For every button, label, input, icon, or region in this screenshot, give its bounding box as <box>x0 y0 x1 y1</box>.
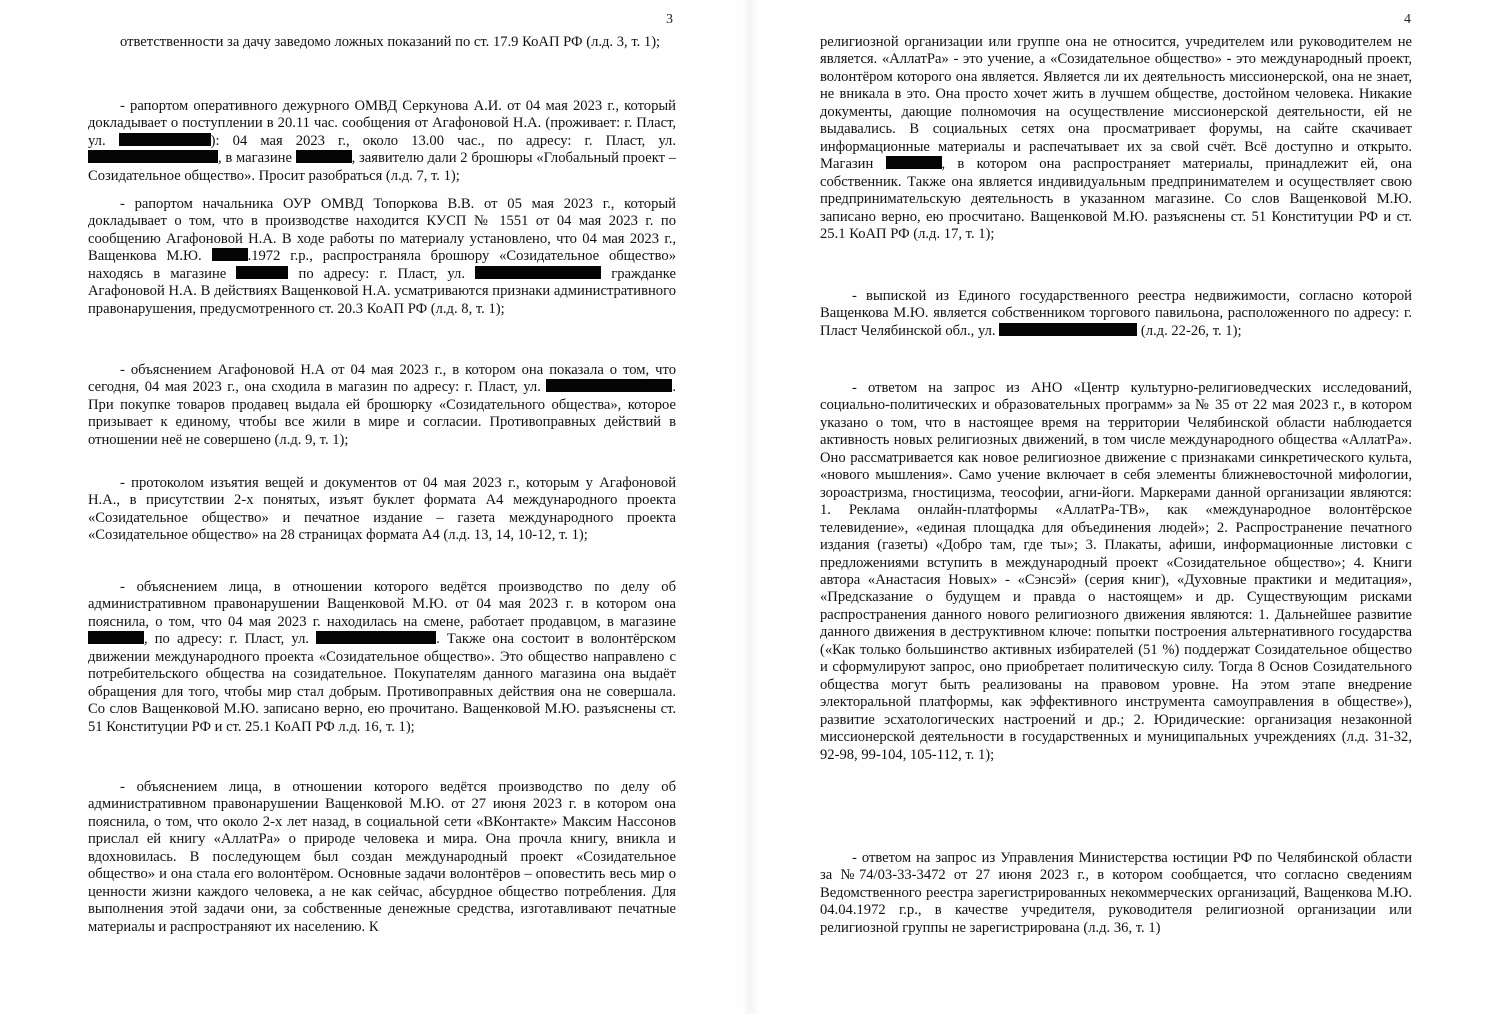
redaction-bar <box>886 156 942 169</box>
text-run: - рапортом начальника ОУР ОМВД Топоркова В.В. от 05 мая 2023 г., который докладывает о том, что в производстве находится КУСП № 1551 от 04 мая 2023 г. по сообщению Агафоновой Н.А. В ходе работы по материалу установлено, что 04 мая 2023 г., Ващенкова М.Ю. <box>88 196 676 265</box>
redaction-bar <box>236 266 288 279</box>
paragraph-registry-extract <box>820 288 1412 340</box>
paragraph-ano-response <box>820 380 1412 764</box>
text-run: (л.д. 22-26, т. 1); <box>1137 322 1242 339</box>
paragraph-seizure-protocol <box>88 475 676 545</box>
redaction-bar <box>88 150 218 163</box>
paragraph-explanation-continued <box>820 34 1412 243</box>
text-run: религиозной организации или группе она не относится, учредителем или руководителем не является. «АллатРа» - это учение, а «Созидательное общество» - это международный проект, волонтёром которого она является. Является ли их деятельность миссионерской, она не знает, не вникала в это. Она просто хочет жить в лучшем обществе, достойном человека. Никакие документы, дающие полномочия на осуществление миссионерской деятельности, ей не выдавались. В социальных сетях она просматривает форумы, на сайте скачивает информационные материалы и распечатывает их за свой счёт. Всё доступно и открыто. Магазин <box>820 34 1412 173</box>
paragraph-continuation <box>88 34 676 51</box>
text-run: - выпиской из Единого государственного реестра недвижимости, согласно которой Ващенкова М.Ю. является собственником торгового павильона, расположенного по адресу: г. Пласт Челябинской обл., ул. <box>820 288 1412 339</box>
text-run: гражданке Агафоновой Н.А. В действиях Ващенковой Н.А. усматриваются признаки административного правонарушения, предусмотренного ст. 20.3 КоАП РФ (л.д. 8, т. 1); <box>88 265 677 317</box>
redaction-bar <box>296 150 352 163</box>
text-run: ответственности за дачу заведомо ложных показаний по ст. 17.9 КоАП РФ (л.д. 3, т. 1); <box>120 34 661 50</box>
text-run: - объяснением Агафоновой Н.А от 04 мая 2023 г., в котором она показала о том, что сегодня, 04 мая 2023 г., она сходила в магазин по адресу: г. Пласт, ул. <box>88 362 676 396</box>
redaction-bar <box>999 323 1137 336</box>
text-run: - объяснением лица, в отношении которого ведётся производство по делу об административном правонарушении Ващенковой М.Ю. от 04 мая 2023 г. в котором она пояснила, о том, что 04 мая 2023 г. находилась на смене, работает продавцом, в магазине <box>88 579 676 630</box>
text-run: - объяснением лица, в отношении которого ведётся производство по делу об административном правонарушении Ващенковой М.Ю. от 27 июня 2023 г. в котором она пояснила, о том, что около 2-х лет назад, в социальной сети «ВКонтакте» Максим Нассонов прислал ей книгу «АллатРа» о природе человека и мира. Она прочла книгу, вникла и вдохновилась. В последующем был создан международный проект «Созидательное общество» и она стала его волонтёром. Основные задачи волонтёров – оповестить весь мир о ценности жизни каждого человека, а не как сейчас, абсурдное общество потребления. Для выполнения этой задачи они, за собственные денежные средства, изготавливают печатные материалы и распространяют их населению. К <box>88 779 676 935</box>
paragraph-explanation-june <box>88 779 676 936</box>
text-run: ): 04 мая 2023 г., около 13.00 час., по адресу: г. Пласт, ул. <box>210 132 676 149</box>
redaction-bar <box>119 133 211 146</box>
text-run: . При покупке товаров продавец выдала ей брошюрку «Созидательного общества», которое призывает к единому, чтобы все жили в мире и согласии. Противоправных действий в отношении неё не совершено (л.д. 9, т. 1); <box>88 379 676 448</box>
redaction-bar <box>316 631 436 644</box>
text-run: .1972 г.р., распространяла брошюру «Созидательное общество» находясь в магазине <box>88 248 676 282</box>
paragraph-witness-explanation <box>88 362 676 449</box>
paragraph-explanation-may <box>88 579 676 736</box>
text-run: по адресу: г. Пласт, ул. <box>288 265 476 282</box>
text-run: . Также она состоит в волонтёрском движении международного проекта «Созидательное общество». Это общество направлено с потребительского общества на созидательное. Покупателям данного магазина она выдаёт обращения для того, чтобы мир стал добрым. Противоправных действия она не совершала. Со слов Ващенковой М.Ю. записано верно, ею прочитано. Ващенковой М.Ю. разъяснены ст. 51 Конституции РФ и ст. 25.1 КоАП РФ л.д. 16, т. 1); <box>88 631 676 735</box>
paragraph-chief-report <box>88 196 676 318</box>
text-run: , в котором она распространяет материалы, принадлежит ей, она собственник. Также она является индивидуальным предпринимателем и осуществляет свою предпринимательскую деятельность в указанном магазине. Со слов Ващенковой М.Ю. записано верно, ею просчитано. Ващенковой М.Ю. разъяснены ст. 51 Конституции РФ и ст. 25.1 КоАП РФ (л.д. 17, т. 1); <box>820 156 1412 242</box>
text-run: - ответом на запрос из Управления Министерства юстиции РФ по Челябинской области за №74/03-33-3472 от 27 июня 2023 г., в котором сообщается, что согласно сведениям Ведомственного реестра зарегистрированных некоммерческих организаций, Ващенкова М.Ю. 04.04.1972 г.р., в качестве учредителя, руководителя религиозной организации или религиозной группы не зарегистрирована (л.д. 36, т. 1) <box>820 850 1412 936</box>
paragraph-dispatcher-report <box>88 98 676 185</box>
text-run: - рапортом оперативного дежурного ОМВД Серкунова А.И. от 04 мая 2023 г., который докладывает о поступлении в 20.11 час. сообщения от Агафоновой Н.А. (проживает: г. Пласт, ул. <box>88 98 676 149</box>
redaction-bar <box>475 266 601 279</box>
page-number: 4 <box>1404 12 1411 27</box>
paragraph-ministry-response <box>820 850 1412 937</box>
text-run: , заявителю дали 2 брошюры «Глобальный проект – Созидательное общество». Просит разобраться (л.д. 7, т. 1); <box>88 150 676 184</box>
text-run: - ответом на запрос из АНО «Центр культурно-религиоведческих исследований, социально-политических и образовательных программ» за № 35 от 22 мая 2023 г., в котором указано о том, что в настоящее время на территории Челябинской области наблюдается активность новых религиозных движений, в том числе международного общества «АллатРа». Оно рассматривается как новое религиозное движение с признаками синкретического культа, «нового мышления». Само учение включает в себя элементы ближневосточной мифологии, зороастризма, гностицизма, теософии, агни-йоги. Маркерами данной организации являются: 1. Реклама онлайн-платформы «АллатРа-ТВ», как «международное волонтёрское телевидение», «единая площадка для объединения людей»; 2. Распространение печатного издания (газеты) «Добро там, где ты»; 3. Плакаты, афиши, информационные листовки с предложениями вступить в международный проект «Созидательное общество»; 4. Книги автора «Анастасия Новых» - «Сэнсэй» (серия книг), «Духовные практики и медитация», «Предсказание о будущем и правда о настоящем» и др. Существующим рисками распространения данного нового религиозного движения являются: 1. Дальнейшее развитие данного движения в деструктивном ключе: попытки построения альтернативного государства («Как только большинство активных избирателей (51 %) поддержат Созидательное общество и сформулируют запрос, оно приобретает политическую силу. Тогда 8 Основ Созидательного общества могут быть реализованы на правовом уровне. На этом этапе внедрение электоральной платформы, как эффективного инструмента самоуправления в обществе»), развитие эсхатологических настроений и др.; 2. Юридические: организация незаконной миссионерской деятельности в государственных и муниципальных учреждениях (л.д. 31-32, 92-98, 99-104, 105-112, т. 1); <box>820 380 1412 763</box>
redaction-bar <box>546 379 672 392</box>
page-number: 3 <box>666 12 673 27</box>
text-run: , по адресу: г. Пласт, ул. <box>144 631 317 648</box>
redaction-bar <box>212 248 248 261</box>
page-4 <box>750 0 1500 1014</box>
text-run: - протоколом изъятия вещей и документов от 04 мая 2023 г., которым у Агафоновой Н.А., в присутствии 2-х понятых, изъят буклет формата А4 международного проекта «Созидательное общество» и печатное издание – газета международного проекта «Созидательное общество» на 28 страницах формата А4 (л.д. 13, 14, 10-12, т. 1); <box>88 475 676 544</box>
redaction-bar <box>88 631 144 644</box>
text-run: , в магазине <box>218 150 296 167</box>
